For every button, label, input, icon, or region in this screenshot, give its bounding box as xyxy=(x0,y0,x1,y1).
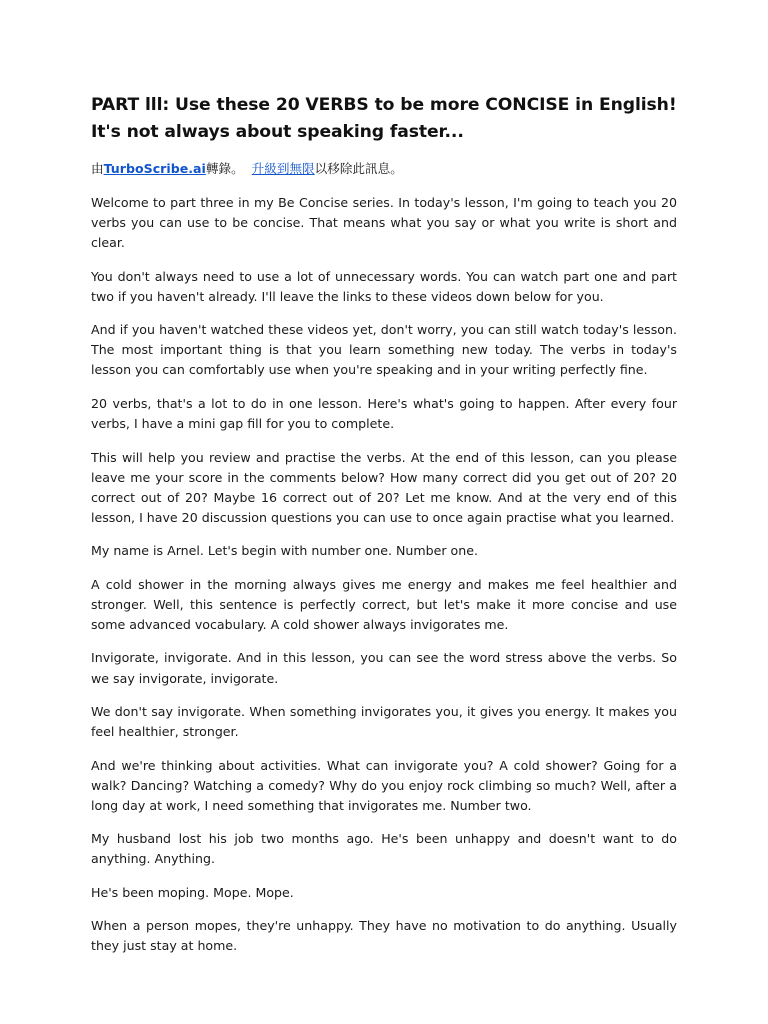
paragraph: You don't always need to use a lot of unnecessary words. You can watch part one and part two if you haven't already. I'll leave the links to these videos down below for you. xyxy=(91,268,677,304)
paragraph: When a person mopes, they're unhappy. They have no motivation to do anything. Usually they just stay at home. xyxy=(91,918,677,954)
notice-prefix: 由 xyxy=(91,161,104,176)
paragraph: And we're thinking about activities. What can invigorate you? A cold shower? Going for a walk? Dancing? Watching a comedy? Why do you enjoy rock climbing so much? Well, after a long day at work, I need something that invigorates me. Number two. xyxy=(91,757,677,813)
transcription-notice xyxy=(91,159,677,179)
document-page xyxy=(91,92,677,970)
upgrade-link[interactable]: 升級到無限 xyxy=(251,161,315,176)
paragraph: My husband lost his job two months ago. He's been unhappy and doesn't want to do anything. Anything. xyxy=(91,831,677,867)
paragraph: My name is Arnel. Let's begin with number one. Number one. xyxy=(91,543,478,559)
paragraph: He's been moping. Mope. Mope. xyxy=(91,884,294,900)
paragraph: Welcome to part three in my Be Concise series. In today's lesson, I'm going to teach you 20 verbs you can use to be concise. That means what you say or what you write is short and clear. xyxy=(91,195,677,251)
paragraph: We don't say invigorate. When something invigorates you, it gives you energy. It makes you feel healthier, stronger. xyxy=(91,704,677,740)
paragraph: Invigorate, invigorate. And in this lesson, you can see the word stress above the verbs. So we say invigorate, invigorate. xyxy=(91,650,677,686)
turboscribe-link[interactable]: TurboScribe.ai xyxy=(103,161,206,176)
paragraph: And if you haven't watched these videos yet, don't worry, you can still watch today's lesson. The most important thing is that you learn something new today. The verbs in today's lesson you can comfortably use when you're speaking and in your writing perfectly fine. xyxy=(91,322,677,378)
document-title: PART lll: Use these 20 VERBS to be more CONCISE in English! It's not always about speaking faster... xyxy=(91,95,677,142)
paragraph: 20 verbs, that's a lot to do in one lesson. Here's what's going to happen. After every four verbs, I have a mini gap fill for you to complete. xyxy=(91,395,677,432)
notice-middle: 轉錄。 xyxy=(205,161,244,176)
paragraph: This will help you review and practise the verbs. At the end of this lesson, can you please leave me your score in the comments below? How many correct did you get out of 20? 20 correct out of 20? Maybe 16 correct out of 20? Let me know. And at the very end of this lesson, I have 20 discussion questions you can use to once again practise what you learned. xyxy=(91,449,677,525)
paragraph: A cold shower in the morning always gives me energy and makes me feel healthier and stronger. Well, this sentence is perfectly correct, but let's make it more concise and use some advanced vocabulary. A cold shower always invigorates me. xyxy=(91,576,677,632)
notice-suffix: 以移除此訊息。 xyxy=(314,161,403,176)
